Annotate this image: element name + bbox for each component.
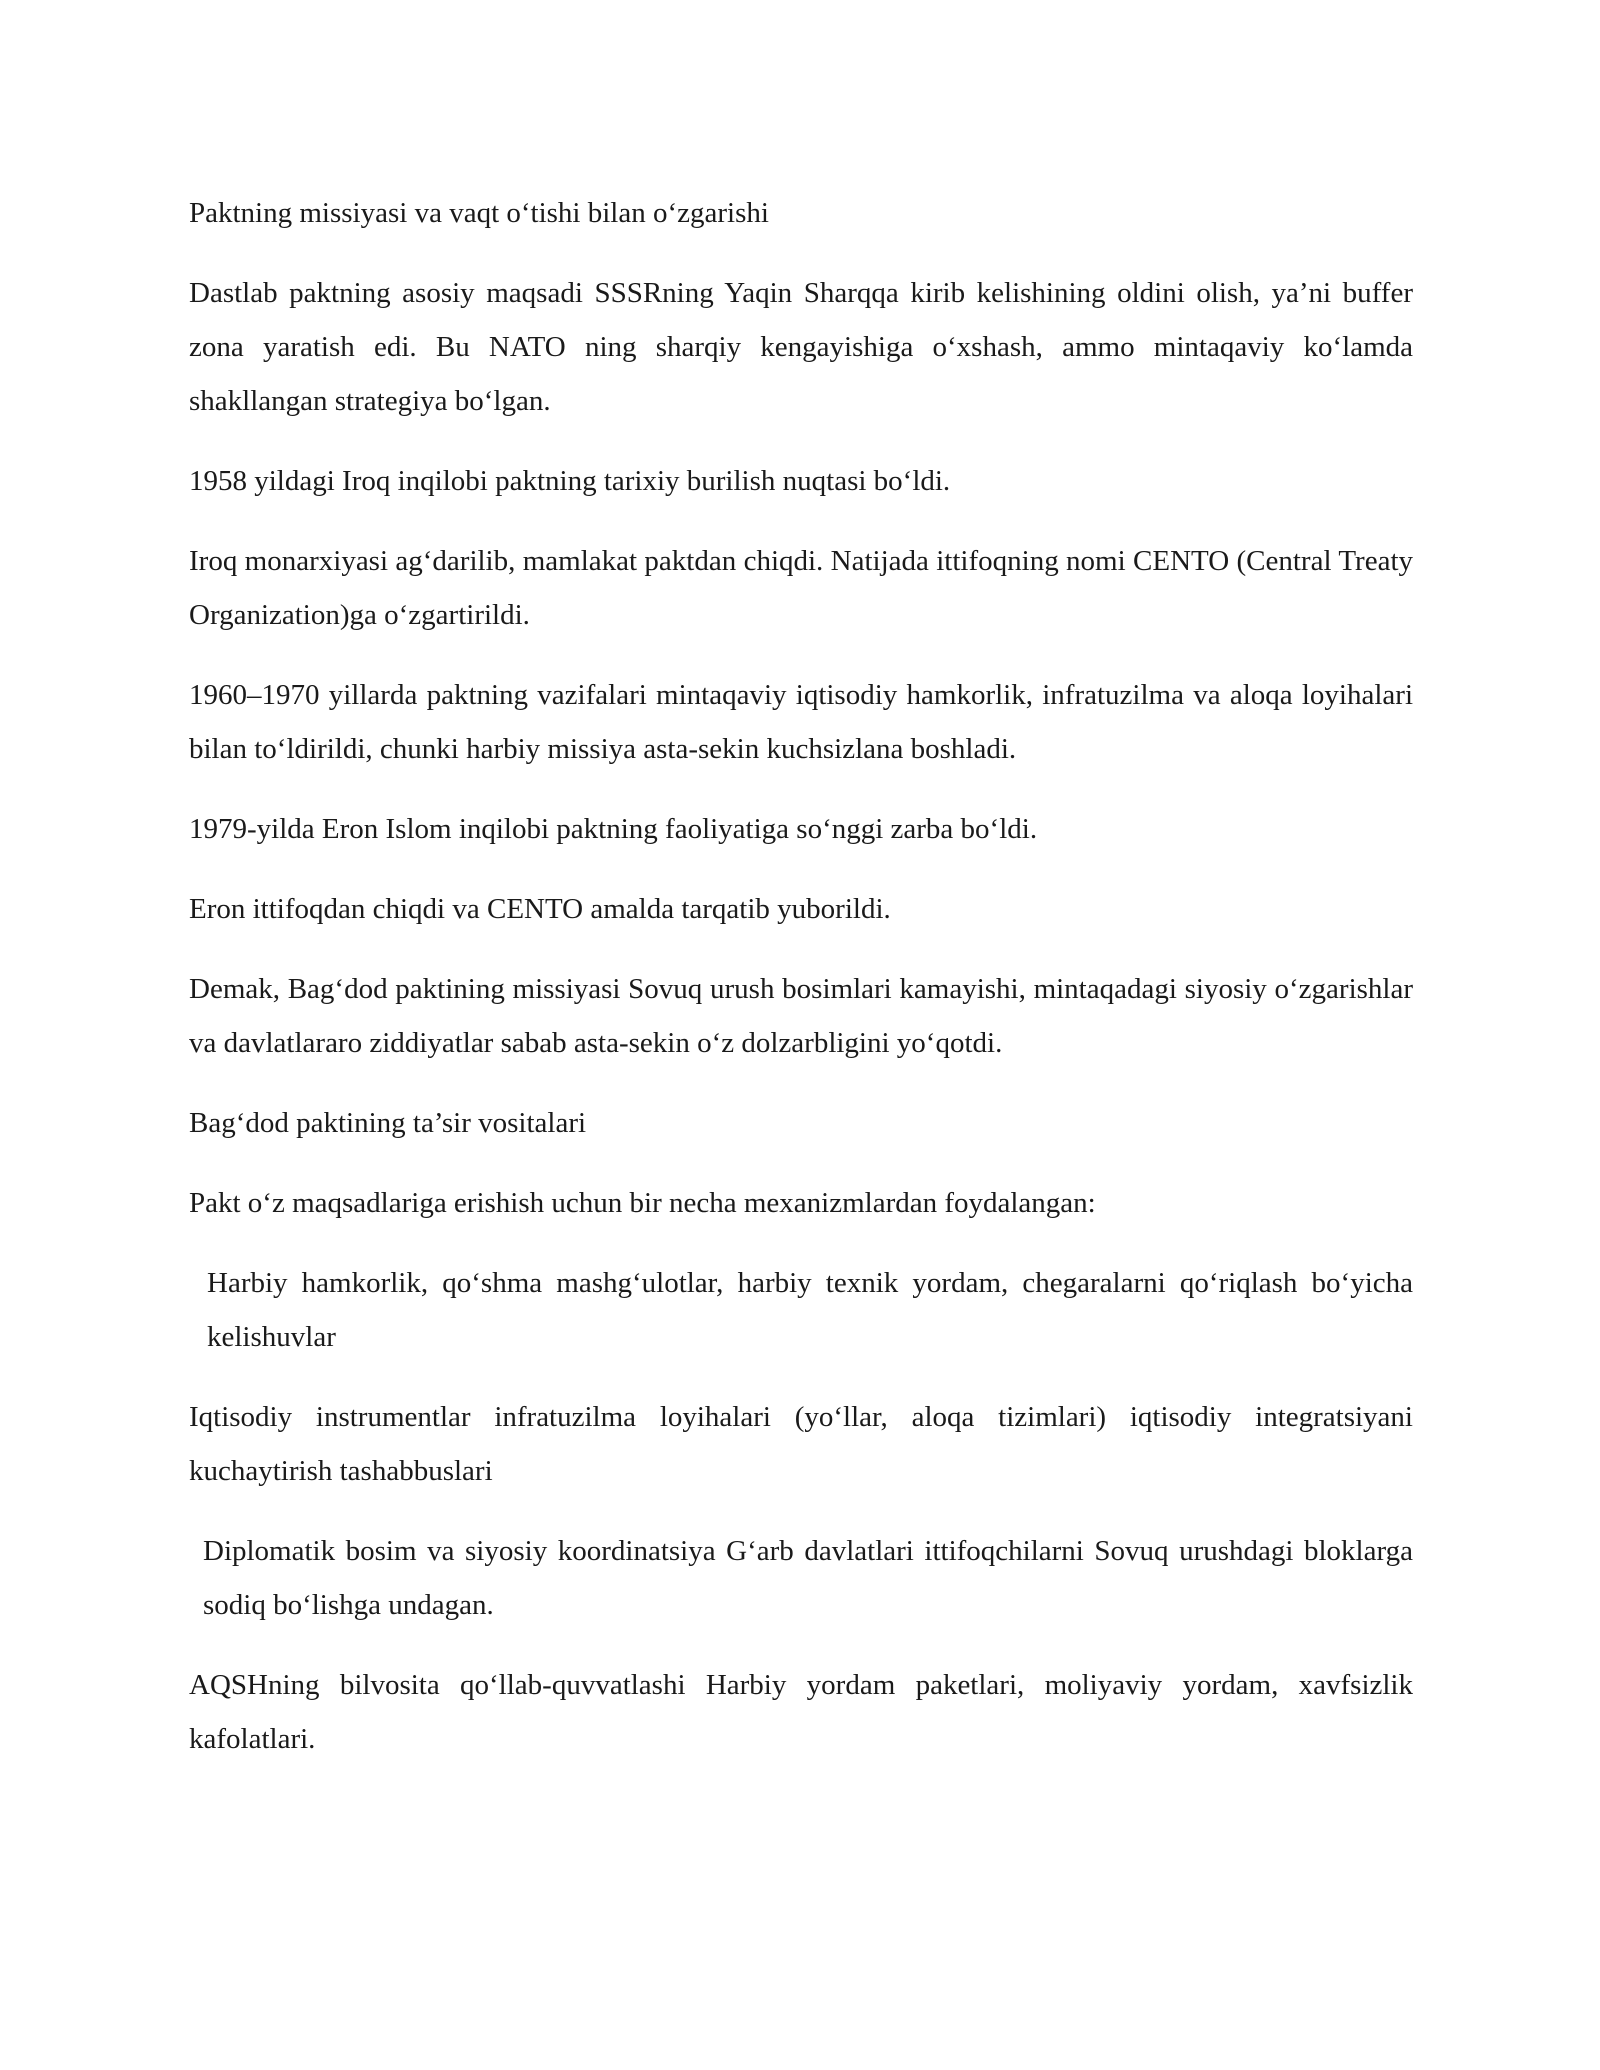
paragraph: Iroq monarxiyasi ag‘darilib, mamlakat paktdan chiqdi. Natijada ittifoqning nomi CENTO (Central Treaty Organization)ga o‘zgartirildi. [189,545,1413,631]
list-item: Harbiy hamkorlik, qo‘shma mashg‘ulotlar, harbiy texnik yordam, chegaralarni qo‘riqlash bo‘yicha kelishuvlar [207,1267,1413,1353]
paragraph: Pakt o‘z maqsadlariga erishish uchun bir necha mexanizmlardan foydalangan: [189,1187,1096,1219]
list-item: AQSHning bilvosita qo‘llab-quvvatlashi Harbiy yordam paketlari, moliyaviy yordam, xavfsizlik kafolatlari. [189,1669,1413,1755]
list-item: Diplomatik bosim va siyosiy koordinatsiya G‘arb davlatlari ittifoqchilarni Sovuq urushdagi bloklarga sodiq bo‘lishga undagan. [203,1535,1413,1621]
paragraph: 1960–1970 yillarda paktning vazifalari mintaqaviy iqtisodiy hamkorlik, infratuzilma va aloqa loyihalari bilan to‘ldirildi, chunki harbiy missiya asta-sekin kuchsizlana boshladi. [189,679,1413,765]
paragraph: 1979-yilda Eron Islom inqilobi paktning faoliyatiga so‘nggi zarba bo‘ldi. [189,813,1038,845]
section-heading: Paktning missiyasi va vaqt o‘tishi bilan o‘zgarishi [189,197,769,229]
list-item: Iqtisodiy instrumentlar infratuzilma loyihalari (yo‘llar, aloqa tizimlari) iqtisodiy integratsiyani kuchaytirish tashabbuslari [189,1401,1413,1487]
paragraph: Dastlab paktning asosiy maqsadi SSSRning Yaqin Sharqqa kirib kelishining oldini olish, ya’ni buffer zona yaratish edi. Bu NATO ning sharqiy kengayishiga o‘xshash, ammo mintaqaviy ko‘lamda shakllangan strategiya bo‘lgan. [189,277,1413,417]
paragraph: Demak, Bag‘dod paktining missiyasi Sovuq urush bosimlari kamayishi, mintaqadagi siyosiy o‘zgarishlar va davlatlararo ziddiyatlar sabab asta-sekin o‘z dolzarbligini yo‘qotdi. [189,973,1413,1059]
section-heading: Bag‘dod paktining ta’sir vositalari [189,1107,587,1139]
paragraph: 1958 yildagi Iroq inqilobi paktning tarixiy burilish nuqtasi bo‘ldi. [189,465,951,497]
document-body [189,186,1413,1766]
paragraph: Eron ittifoqdan chiqdi va CENTO amalda tarqatib yuborildi. [189,893,891,925]
